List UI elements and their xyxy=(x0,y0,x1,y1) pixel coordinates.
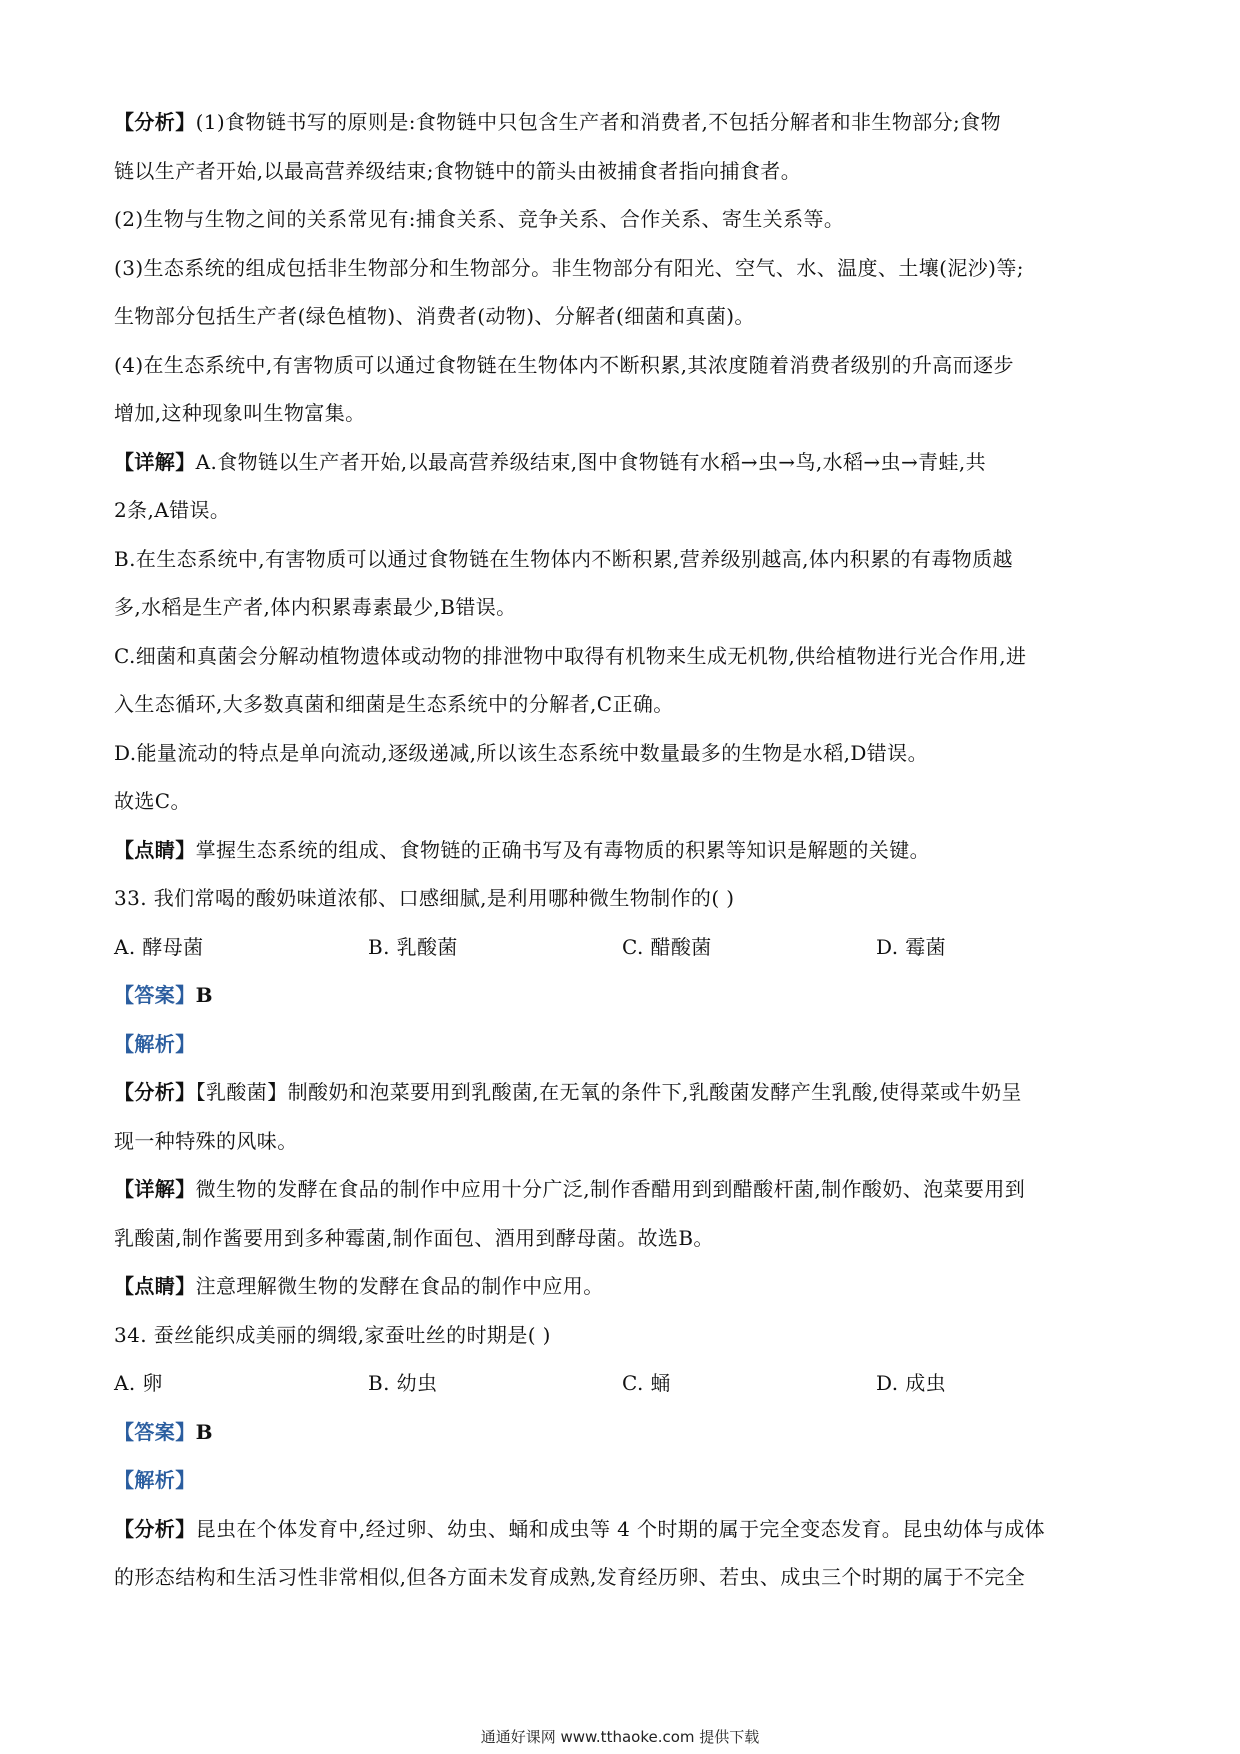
xiangjie-tag: 【详解】 xyxy=(114,1177,196,1201)
q33-xiangjie-line1 xyxy=(114,1165,1130,1214)
q32-fenxi-p3-line2: 生物部分包括生产者(绿色植物)、消费者(动物)、分解者(细菌和真菌)。 xyxy=(114,304,755,328)
document-page xyxy=(114,98,1130,1602)
q32-dianjing xyxy=(114,826,1130,875)
q33-fenxi-line2: 现一种特殊的风味。 xyxy=(114,1128,298,1153)
q33-fenxi-line1 xyxy=(114,1068,1130,1117)
q32-fenxi-p4-line2: 增加,这种现象叫生物富集。 xyxy=(114,401,366,425)
dianjing-text: 掌握生态系统的组成、食物链的正确书写及有毒物质的积累等知识是解题的关键。 xyxy=(195,837,931,862)
q32-xiangjie-c-line1: C.细菌和真菌会分解动植物遗体或动物的排泄物中取得有机物来生成无机物,供给植物进行光合作用,进 xyxy=(114,643,1027,668)
q34-fenxi-line1 xyxy=(114,1505,1130,1554)
answer-value: B xyxy=(195,1419,213,1444)
q33-option-d: D. 霉菌 xyxy=(876,934,947,959)
q32-fenxi-p2: (2)生物与生物之间的关系常见有:捕食关系、竞争关系、合作关系、寄生关系等。 xyxy=(114,207,845,231)
jiexi-tag: 【解析】 xyxy=(114,1468,196,1492)
fenxi-tag: 【分析】 xyxy=(114,1516,196,1541)
answer-tag: 【答案】 xyxy=(114,1419,196,1444)
q32-fenxi-line1 xyxy=(114,98,1130,147)
q32-fenxi-p4-line1: (4)在生态系统中,有害物质可以通过食物链在生物体内不断积累,其浓度随着消费者级别的升高而逐步 xyxy=(114,352,1014,377)
q32-xiangjie-d: D.能量流动的特点是单向流动,逐级递减,所以该生态系统中数量最多的生物是水稻,D错误。 xyxy=(114,740,928,765)
q32-choice: 故选C。 xyxy=(114,789,191,813)
fenxi-text: 【乳酸菌】制酸奶和泡菜要用到乳酸菌,在无氧的条件下,乳酸菌发酵产生乳酸,使得菜或牛奶呈 xyxy=(195,1080,1022,1104)
xiangjie-tag: 【详解】 xyxy=(114,449,196,474)
q34-answer xyxy=(114,1408,1130,1457)
dianjing-tag: 【点睛】 xyxy=(114,837,196,862)
q33-option-b: B. 乳酸菌 xyxy=(368,934,458,959)
q32-fenxi-line2: 链以生产者开始,以最高营养级结束;食物链中的箭头由被捕食者指向捕食者。 xyxy=(114,158,802,183)
q33-xiangjie-line2: 乳酸菌,制作酱要用到多种霉菌,制作面包、酒用到酵母菌。故选B。 xyxy=(114,1225,714,1250)
q32-xiangjie-a-line1 xyxy=(114,438,1130,487)
xiangjie-text: A.食物链以生产者开始,以最高营养级结束,图中食物链有水稻→虫→鸟,水稻→虫→青蛙,共 xyxy=(195,449,987,474)
q34-option-d: D. 成虫 xyxy=(876,1371,947,1395)
q34-stem: 34. 蚕丝能织成美丽的绸缎,家蚕吐丝的时期是( ) xyxy=(114,1322,551,1347)
q33-answer xyxy=(114,971,1130,1020)
q34-option-c: C. 蛹 xyxy=(622,1371,671,1395)
q32-xiangjie-b-line1: B.在生态系统中,有害物质可以通过食物链在生物体内不断积累,营养级别越高,体内积累的有毒物质越 xyxy=(114,546,1013,571)
answer-tag: 【答案】 xyxy=(114,983,196,1007)
xiangjie-text: 微生物的发酵在食品的制作中应用十分广泛,制作香醋用到到醋酸杆菌,制作酸奶、泡菜要用到 xyxy=(195,1177,1026,1201)
dianjing-tag: 【点睛】 xyxy=(114,1274,196,1298)
q32-xiangjie-b-line2: 多,水稻是生产者,体内积累毒素最少,B错误。 xyxy=(114,595,517,619)
q34-options xyxy=(114,1359,1130,1408)
answer-value: B xyxy=(195,983,213,1007)
q32-xiangjie-a-line2: 2条,A错误。 xyxy=(114,498,231,522)
jiexi-tag: 【解析】 xyxy=(114,1031,196,1056)
fenxi-text: (1)食物链书写的原则是:食物链中只包含生产者和消费者,不包括分解者和非生物部分;食物 xyxy=(195,110,1001,134)
q33-options xyxy=(114,923,1130,972)
dianjing-text: 注意理解微生物的发酵在食品的制作中应用。 xyxy=(195,1274,604,1298)
q32-fenxi-p3-line1: (3)生态系统的组成包括非生物部分和生物部分。非生物部分有阳光、空气、水、温度、土壤(泥沙)等; xyxy=(114,255,1024,280)
q34-jiexi xyxy=(114,1456,1130,1505)
q33-option-a: A. 酵母菌 xyxy=(114,934,204,959)
q33-jiexi xyxy=(114,1020,1130,1069)
fenxi-tag: 【分析】 xyxy=(114,110,196,134)
q34-option-b: B. 幼虫 xyxy=(368,1371,438,1395)
q33-dianjing xyxy=(114,1262,1130,1311)
q33-stem: 33. 我们常喝的酸奶味道浓郁、口感细腻,是利用哪种微生物制作的( ) xyxy=(114,886,735,910)
q34-option-a: A. 卵 xyxy=(114,1371,163,1395)
q33-option-c: C. 醋酸菌 xyxy=(622,934,712,959)
q32-xiangjie-c-line2: 入生态循环,大多数真菌和细菌是生态系统中的分解者,C正确。 xyxy=(114,692,674,716)
fenxi-text: 昆虫在个体发育中,经过卵、幼虫、蛹和成虫等 4 个时期的属于完全变态发育。昆虫幼体与成体 xyxy=(195,1516,1046,1541)
fenxi-tag: 【分析】 xyxy=(114,1080,196,1104)
page-footer: 通通好课网 www.tthaoke.com 提供下载 xyxy=(480,1728,760,1746)
q34-fenxi-line2: 的形态结构和生活习性非常相似,但各方面未发育成熟,发育经历卵、若虫、成虫三个时期的属于不完全 xyxy=(114,1565,1026,1589)
